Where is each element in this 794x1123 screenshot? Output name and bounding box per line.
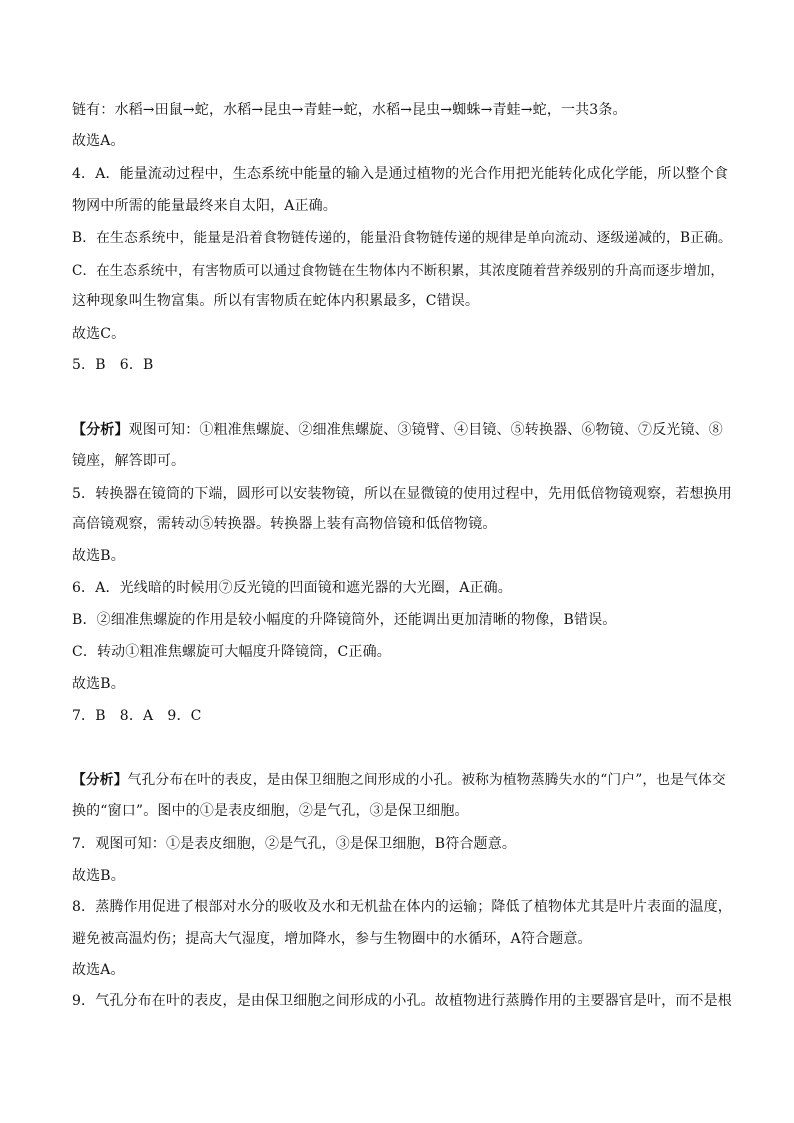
analysis-text: 气孔分布在叶的表皮，是由保卫细胞之间形成的小孔。被称为植物蒸腾失水的“门户”，也是气体交: [127, 772, 726, 788]
text-line: 物网中所需的能量最终来自太阳，A正确。: [72, 198, 337, 214]
text-line: C．转动①粗准焦螺旋可大幅度升降镜筒，C正确。: [72, 644, 391, 660]
analysis-line: [72, 770, 734, 790]
analysis-line: [72, 420, 734, 440]
analysis-label: 【分析】: [72, 772, 128, 788]
text-line: B．②细准焦螺旋的作用是较小幅度的升降镜筒外，还能调出更加清晰的物像，B错误。: [72, 612, 617, 628]
text-line: 8．蒸腾作用促进了根部对水分的吸收及水和无机盐在体内的运输；降低了植物体尤其是叶片表面的温度，: [72, 899, 732, 915]
text-line: 6．A．光线暗的时候用⑦反光镜的凹面镜和遮光器的大光圈，A正确。: [72, 580, 512, 596]
text-line: 链有：水稻→田鼠→蛇，水稻→昆虫→青蛙→蛇，水稻→昆虫→蜘蛛→青蛙→蛇，一共3条。: [72, 102, 627, 118]
text-line: 7．B 8．A 9．C: [72, 708, 202, 724]
text-line: 7．观图可知：①是表皮细胞，②是气孔，③是保卫细胞，B符合题意。: [72, 836, 516, 852]
text-line: 换的“窗口”。图中的①是表皮细胞，②是气孔，③是保卫细胞。: [72, 803, 469, 819]
analysis-text: 观图可知：①粗准焦螺旋、②细准焦螺旋、③镜臂、④目镜、⑤转换器、⑥物镜、⑦反光镜、⑧: [128, 422, 723, 438]
text-line: 9．气孔分布在叶的表皮，是由保卫细胞之间形成的小孔。故植物进行蒸腾作用的主要器官是叶，而不是根: [72, 993, 732, 1009]
text-line: 高倍镜观察，需转动⑤转换器。转换器上装有高物倍镜和低倍物镜。: [72, 516, 497, 532]
text-line: 5．转换器在镜筒的下端，圆形可以安装物镜，所以在显微镜的使用过程中，先用低倍物镜观察，若想换用: [72, 486, 732, 502]
analysis-label: 【分析】: [72, 422, 129, 438]
text-line: 5．B 6．B: [72, 357, 154, 373]
text-line: 避免被高温灼伤；提高大气湿度，增加降水，参与生物圈中的水循环，A符合题意。: [72, 931, 592, 947]
text-line: 故选B。: [72, 548, 125, 564]
text-line: B．在生态系统中，能量是沿着食物链传递的，能量沿食物链传递的规律是单向流动、逐级递减的，B正确。: [72, 230, 732, 246]
text-line: 故选B。: [72, 868, 125, 884]
text-line: 4．A．能量流动过程中，生态系统中能量的输入是通过植物的光合作用把光能转化成化学能，所以整个食: [72, 166, 729, 182]
text-line: 镜座，解答即可。: [72, 453, 186, 469]
text-line: 这种现象叫生物富集。所以有害物质在蛇体内积累最多，C错误。: [72, 293, 480, 309]
text-line: 故选C。: [72, 326, 126, 342]
text-line: 故选B。: [72, 676, 125, 692]
text-line: 故选A。: [72, 133, 125, 149]
text-line: 故选A。: [72, 962, 125, 978]
text-line: C．在生态系统中，有害物质可以通过食物链在生物体内不断积累，其浓度随着营养级别的升高而逐步增加，: [72, 263, 725, 279]
